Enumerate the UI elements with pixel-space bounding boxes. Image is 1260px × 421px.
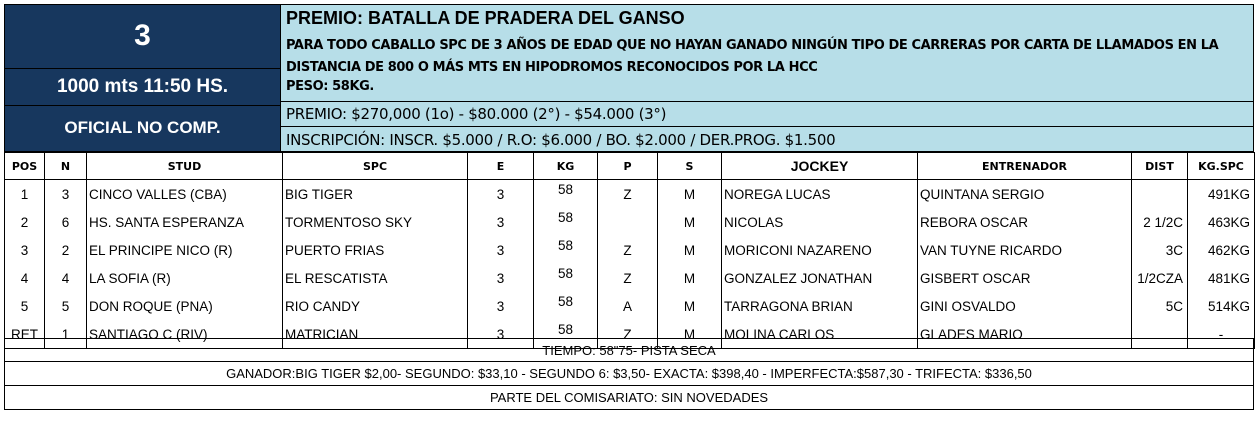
cell-kgspc: 514KG <box>1188 292 1255 320</box>
premio-prizes: PREMIO: $270,000 (1o) - $80.000 (2°) - $54.000 (3°) <box>286 105 667 123</box>
cell-spc: TORMENTOSO SKY <box>283 208 468 236</box>
cell-entrenador: GLADES MARIO <box>918 320 1132 349</box>
cell-stud: HS. SANTA ESPERANZA <box>87 208 283 236</box>
cell-dist: 3C <box>1132 236 1188 264</box>
cell-stud: EL PRINCIPE NICO (R) <box>87 236 283 264</box>
cell-stud: CINCO VALLES (CBA) <box>87 180 283 209</box>
premio-conditions: PARA TODO CABALLO SPC DE 3 AÑOS DE EDAD QUE NO HAYAN GANADO NINGÚN TIPO DE CARRERAS POR CARTA DE LLAMADOS EN LA DISTANCIA DE 800 O MÁS MTS EN HIPODROMOS RECONOCIDOS POR LA HCC <box>286 38 1219 75</box>
col-header: POS <box>5 153 45 180</box>
race-header <box>4 4 1254 152</box>
cell-s: M <box>658 264 722 292</box>
results-table <box>4 152 1255 349</box>
col-header: S <box>658 153 722 180</box>
col-header: P <box>598 153 658 180</box>
table-row <box>5 264 1255 292</box>
premio-prizes-row <box>281 101 1253 126</box>
race-results-sheet <box>4 4 1254 416</box>
race-number: 3 <box>134 19 151 52</box>
dividends-text: GANADOR:BIG TIGER $2,00- SEGUNDO: $33,10 - SEGUNDO 6: $3,50- EXACTA: $398,40 - IMPERFECTA:$587,30 - TRIFECTA: $336,50 <box>226 366 1032 381</box>
cell-e: 3 <box>468 320 534 349</box>
cell-entrenador: GINI OSVALDO <box>918 292 1132 320</box>
cell-jockey: TARRAGONA BRIAN <box>722 292 918 320</box>
cell-pos: 3 <box>5 236 45 264</box>
cell-kg: 58 <box>534 180 598 209</box>
table-row <box>5 236 1255 264</box>
cell-stud: LA SOFIA (R) <box>87 264 283 292</box>
cell-n: 4 <box>45 264 87 292</box>
col-header: STUD <box>87 153 283 180</box>
cell-s: M <box>658 320 722 349</box>
cell-kg: 58 <box>534 208 598 236</box>
cell-jockey: MORICONI NAZARENO <box>722 236 918 264</box>
cell-n: 3 <box>45 180 87 209</box>
cell-jockey: NICOLAS <box>722 208 918 236</box>
col-header: SPC <box>283 153 468 180</box>
dividends-line <box>4 362 1254 386</box>
cell-dist: 2 1/2C <box>1132 208 1188 236</box>
table-row <box>5 208 1255 236</box>
cell-kg: 58 <box>534 292 598 320</box>
col-header: KG <box>534 153 598 180</box>
premio-panel <box>281 4 1254 152</box>
cell-p: Z <box>598 180 658 209</box>
comisariato-line <box>4 386 1254 410</box>
tiempo-text: TIEMPO: 58"75- PISTA SECA <box>542 343 716 358</box>
cell-p: Z <box>598 236 658 264</box>
cell-kg: 58 <box>534 264 598 292</box>
cell-pos: 2 <box>5 208 45 236</box>
cell-pos: RET <box>5 320 45 349</box>
cell-kgspc: 491KG <box>1188 180 1255 209</box>
cell-spc: RIO CANDY <box>283 292 468 320</box>
cell-stud: SANTIAGO C (RIV) <box>87 320 283 349</box>
cell-jockey: NOREGA LUCAS <box>722 180 918 209</box>
cell-e: 3 <box>468 208 534 236</box>
cell-pos: 1 <box>5 180 45 209</box>
cell-e: 3 <box>468 292 534 320</box>
cell-e: 3 <box>468 180 534 209</box>
divider <box>5 68 280 69</box>
cell-s: M <box>658 208 722 236</box>
cell-s: M <box>658 292 722 320</box>
cell-kg: 58 <box>534 236 598 264</box>
cell-kgspc: - <box>1188 320 1255 349</box>
cell-dist: 5C <box>1132 292 1188 320</box>
cell-entrenador: GISBERT OSCAR <box>918 264 1132 292</box>
cell-s: M <box>658 236 722 264</box>
cell-e: 3 <box>468 264 534 292</box>
race-status: OFICIAL NO COMP. <box>64 118 221 137</box>
col-header: KG.SPC <box>1188 153 1255 180</box>
col-header: DIST <box>1132 153 1188 180</box>
cell-spc: EL RESCATISTA <box>283 264 468 292</box>
cell-entrenador: REBORA OSCAR <box>918 208 1132 236</box>
cell-s: M <box>658 180 722 209</box>
cell-p: Z <box>598 264 658 292</box>
cell-kgspc: 462KG <box>1188 236 1255 264</box>
cell-jockey: MOLINA CARLOS <box>722 320 918 349</box>
tiempo-line <box>4 338 1254 362</box>
cell-kgspc: 463KG <box>1188 208 1255 236</box>
cell-kgspc: 481KG <box>1188 264 1255 292</box>
cell-pos: 5 <box>5 292 45 320</box>
premio-title: PREMIO: BATALLA DE PRADERA DEL GANSO <box>286 8 685 28</box>
cell-n: 6 <box>45 208 87 236</box>
cell-p: A <box>598 292 658 320</box>
cell-jockey: GONZALEZ JONATHAN <box>722 264 918 292</box>
cell-entrenador: QUINTANA SERGIO <box>918 180 1132 209</box>
cell-p: Z <box>598 320 658 349</box>
inscripcion-text: INSCRIPCIÓN: INSCR. $5.000 / R.O: $6.000 / BO. $2.000 / DER.PROG. $1.500 <box>286 131 836 149</box>
col-header: ENTRENADOR <box>918 153 1132 180</box>
divider <box>5 105 280 106</box>
table-row <box>5 180 1255 209</box>
cell-n: 5 <box>45 292 87 320</box>
cell-dist: 1/2CZA <box>1132 264 1188 292</box>
cell-spc: PUERTO FRIAS <box>283 236 468 264</box>
cell-n: 1 <box>45 320 87 349</box>
cell-kg: 58 <box>534 320 598 349</box>
col-header: JOCKEY <box>722 153 918 180</box>
col-header: E <box>468 153 534 180</box>
cell-pos: 4 <box>5 264 45 292</box>
cell-entrenador: VAN TUYNE RICARDO <box>918 236 1132 264</box>
inscripcion-row <box>281 126 1253 152</box>
cell-stud: DON ROQUE (PNA) <box>87 292 283 320</box>
table-row <box>5 292 1255 320</box>
cell-e: 3 <box>468 236 534 264</box>
cell-spc: BIG TIGER <box>283 180 468 209</box>
race-distance-time: 1000 mts 11:50 HS. <box>56 76 229 97</box>
comisariato-text: PARTE DEL COMISARIATO: SIN NOVEDADES <box>489 390 769 405</box>
premio-peso: PESO: 58KG. <box>286 79 374 94</box>
col-header: N <box>45 153 87 180</box>
cell-dist <box>1132 180 1188 209</box>
cell-n: 2 <box>45 236 87 264</box>
cell-p <box>598 208 658 236</box>
race-info-panel <box>4 4 281 152</box>
table-header-row <box>5 153 1255 180</box>
cell-spc: MATRICIAN <box>283 320 468 349</box>
